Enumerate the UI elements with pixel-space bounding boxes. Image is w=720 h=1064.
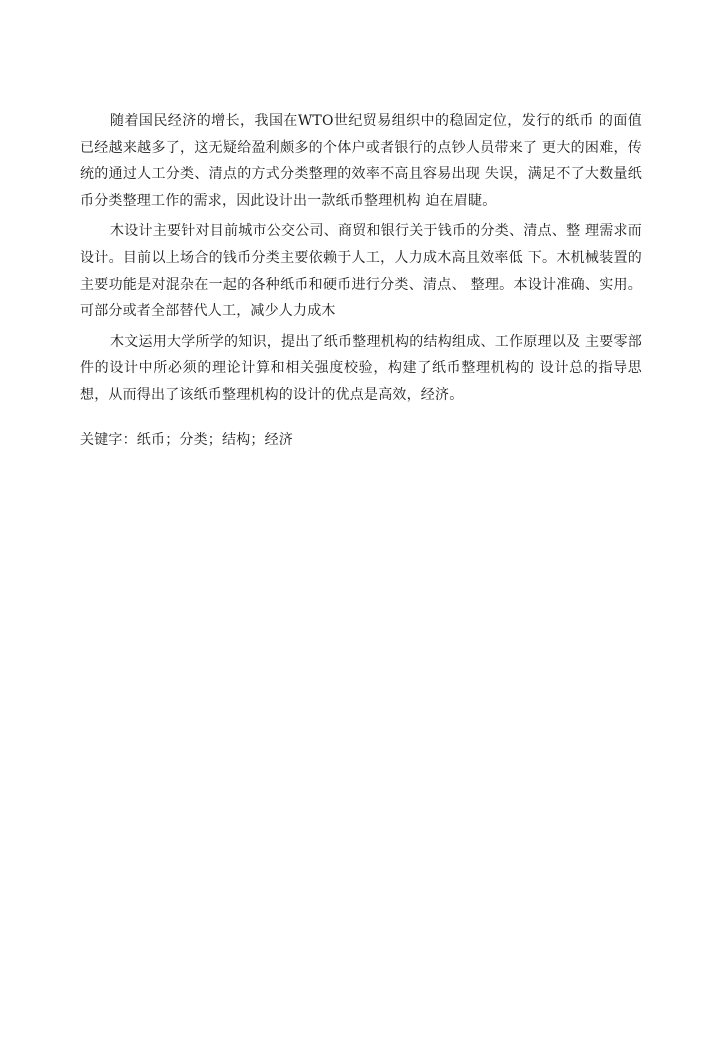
abstract-paragraph-1: 随着国民经济的增长，我国在WTO世纪贸易组织中的稳固定位，发行的纸币 的面值已经越来越多了，这无疑给盈利颇多的个体户或者银行的点钞人员带来了 更大的困难，传统的通过人工分类、清点的方式分类整理的效率不高且容易出现 失误，满足不了大数量纸币分类整理工作的需求，因此设计出一款纸币整理机构 迫在眉睫。 — [80, 113, 642, 209]
abstract-paragraph-2: 木设计主要针对目前城市公交公司、商贸和银行关于钱币的分类、清点、整 理需求而设计。目前以上场合的钱币分类主要依赖于人工，人力成木高且效率低 下。木机械装置的主要功能是对混杂在一起的各种纸币和硬币进行分类、清点、 整理。本设计准确、实用。可部分或者全部替代人工，减少人力成木 — [80, 223, 642, 320]
abstract-paragraph-3: 木文运用大学所学的知识，提出了纸币整理机构的结构组成、工作原理以及 主要零部件的设计中所必须的理论计算和相关强度校验，构建了纸币整理机构的 设计总的指导思想，从而得出了该纸币整理机构的设计的优点是高效，经济。 — [80, 333, 642, 403]
keywords-line: 关键字：纸币；分类；结构；经济 — [80, 431, 293, 448]
document-page — [80, 108, 642, 453]
